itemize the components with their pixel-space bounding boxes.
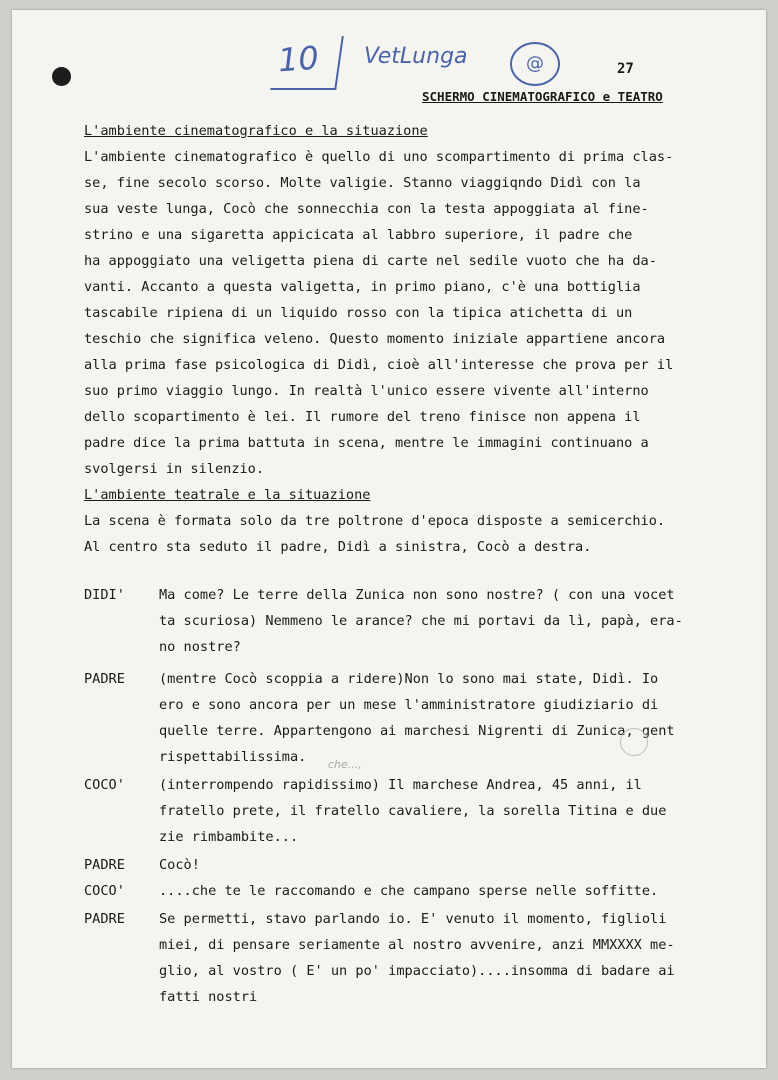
dialogue-line: Cocò! xyxy=(159,857,200,873)
speaker-name: PADRE xyxy=(84,911,125,927)
section-line: tascabile ripiena di un liquido rosso con la tipica atichetta di un xyxy=(84,305,633,321)
document-header: SCHERMO CINEMATOGRAFICO e TEATRO xyxy=(422,89,663,104)
dialogue-line: (interrompendo rapidissimo) Il marchese Andrea, 45 anni, il xyxy=(159,777,642,793)
dialogue-line: ero e sono ancora per un mese l'amministratore giudiziario di xyxy=(159,697,659,713)
handwritten-title: VetLunga xyxy=(364,44,468,69)
section-line: dello scopartimento è lei. Il rumore del treno finisce non appena il xyxy=(84,409,641,425)
handwritten-circled-mark: @ xyxy=(510,42,560,86)
section-line: suo primo viaggio lungo. In realtà l'unico essere vivente all'interno xyxy=(84,383,649,399)
pencil-annotation: che..., xyxy=(328,758,362,771)
speaker-name: PADRE xyxy=(84,671,125,687)
section-line: La scena è formata solo da tre poltrone d'epoca disposte a semicerchio. xyxy=(84,513,666,529)
speaker-name: DIDI' xyxy=(84,587,125,603)
pencil-mark xyxy=(620,728,648,756)
section-line: strino e una sigaretta appicicata al labbro superiore, il padre che xyxy=(84,227,633,243)
page-number: 27 xyxy=(617,61,634,77)
dialogue-line: ....che te le raccomando e che campano sperse nelle soffitte. xyxy=(159,883,659,899)
dialogue-line: Ma come? Le terre della Zunica non sono nostre? ( con una vocet xyxy=(159,587,675,603)
dialogue-line: Se permetti, stavo parlando io. E' venuto il momento, figlioli xyxy=(159,911,667,927)
section-line: alla prima fase psicologica di Didì, cioè all'interesse che prova per il xyxy=(84,357,674,373)
dialogue-line: miei, di pensare seriamente al nostro avvenire, anzi MMXXXX me- xyxy=(159,937,675,953)
dialogue-line: fratello prete, il fratello cavaliere, la sorella Titina e due xyxy=(159,803,667,819)
handwritten-number: 10 xyxy=(276,38,320,80)
dialogue-line: (mentre Cocò scoppia a ridere)Non lo sono mai state, Didì. Io xyxy=(159,671,659,687)
section-heading-theatre: L'ambiente teatrale e la situazione xyxy=(84,487,371,503)
section-line: ha appoggiato una veligetta piena di carte nel sedile vuoto che ha da- xyxy=(84,253,657,269)
speaker-name: COCO' xyxy=(84,777,125,793)
section-line: padre dice la prima battuta in scena, mentre le immagini continuano a xyxy=(84,435,649,451)
dialogue-line: fatti nostri xyxy=(159,989,258,1005)
section-line: svolgersi in silenzio. xyxy=(84,461,265,477)
document-page xyxy=(12,10,766,1068)
section-heading-cinema: L'ambiente cinematografico e la situazione xyxy=(84,123,428,139)
dialogue-line: no nostre? xyxy=(159,639,241,655)
section-line: vanti. Accanto a questa valigetta, in primo piano, c'è una bottiglia xyxy=(84,279,641,295)
section-line: se, fine secolo scorso. Molte valigie. Stanno viaggiqndo Didì con la xyxy=(84,175,641,191)
dialogue-line: ta scuriosa) Nemmeno le arance? che mi portavi da lì, papà, era- xyxy=(159,613,683,629)
dialogue-line: quelle terre. Appartengono ai marchesi Nigrenti di Zunica, gent xyxy=(159,723,675,739)
dialogue-line: zie rimbambite... xyxy=(159,829,299,845)
section-line: Al centro sta seduto il padre, Didì a sinistra, Cocò a destra. xyxy=(84,539,592,555)
punch-hole xyxy=(52,67,71,86)
dialogue-line: glio, al vostro ( E' un po' impacciato)....insomma di badare ai xyxy=(159,963,675,979)
dialogue-line: rispettabilissima. xyxy=(159,749,307,765)
speaker-name: PADRE xyxy=(84,857,125,873)
speaker-name: COCO' xyxy=(84,883,125,899)
section-line: sua veste lunga, Cocò che sonnecchia con la testa appoggiata al fine- xyxy=(84,201,649,217)
section-line: teschio che significa veleno. Questo momento iniziale appartiene ancora xyxy=(84,331,666,347)
section-line: L'ambiente cinematografico è quello di uno scompartimento di prima clas- xyxy=(84,149,674,165)
